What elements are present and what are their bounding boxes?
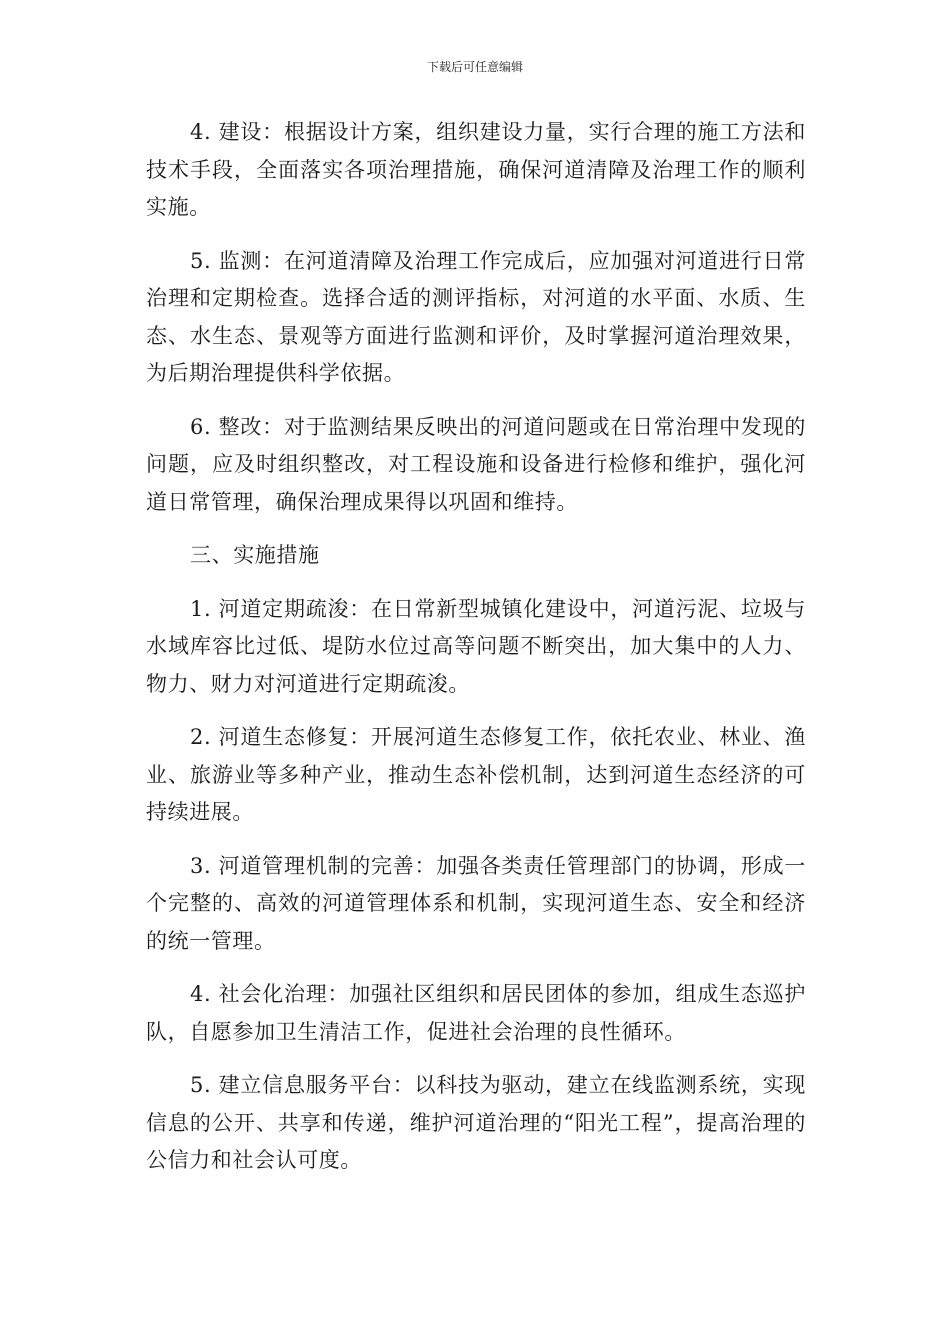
- paragraph-management-mechanism: 3. 河道管理机制的完善：加强各类责任管理部门的协调，形成一个完整的、高效的河道管理体系和机制，实现河道生态、安全和经济的统一管理。: [146, 853, 806, 953]
- paragraph-rectification: 6. 整改：对于监测结果反映出的河道问题或在日常治理中发现的问题，应及时组织整改，对工程设施和设备进行检修和维护，强化河道日常管理，确保治理成果得以巩固和维持。: [146, 414, 806, 514]
- document-body: [146, 114, 806, 1196]
- paragraph-social-governance: 4. 社会化治理：加强社区组织和居民团体的参加，组成生态巡护队，自愿参加卫生清洁工作，促进社会治理的良性循环。: [146, 982, 806, 1044]
- paragraph-information-platform: 5. 建立信息服务平台：以科技为驱动，建立在线监测系统，实现信息的公开、共享和传递，维护河道治理的“阳光工程”，提高治理的公信力和社会认可度。: [146, 1073, 806, 1172]
- paragraph-ecological-restoration: 2. 河道生态修复：开展河道生态修复工作，依托农业、林业、渔业、旅游业等多种产业，推动生态补偿机制，达到河道生态经济的可持续进展。: [146, 725, 806, 824]
- paragraph-dredging: 1. 河道定期疏浚：在日常新型城镇化建设中，河道污泥、垃圾与水域库容比过低、堤防水位过高等问题不断突出，加大集中的人力、物力、财力对河道进行定期疏浚。: [146, 596, 806, 696]
- paragraph-construction: 4. 建设：根据设计方案，组织建设力量，实行合理的施工方法和技术手段，全面落实各项治理措施，确保河道清障及治理工作的顺利实施。: [146, 120, 806, 219]
- page-header-note: 下载后可任意编辑: [426, 60, 523, 74]
- section-heading-implementation: 三、实施措施: [190, 543, 320, 567]
- paragraph-monitoring: 5. 监测：在河道清障及治理工作完成后，应加强对河道进行日常治理和定期检查。选择合适的测评指标，对河道的水平面、水质、生态、水生态、景观等方面进行监测和评价，及时掌握河道治理效果，为后期治理提供科学依据。: [146, 248, 806, 385]
